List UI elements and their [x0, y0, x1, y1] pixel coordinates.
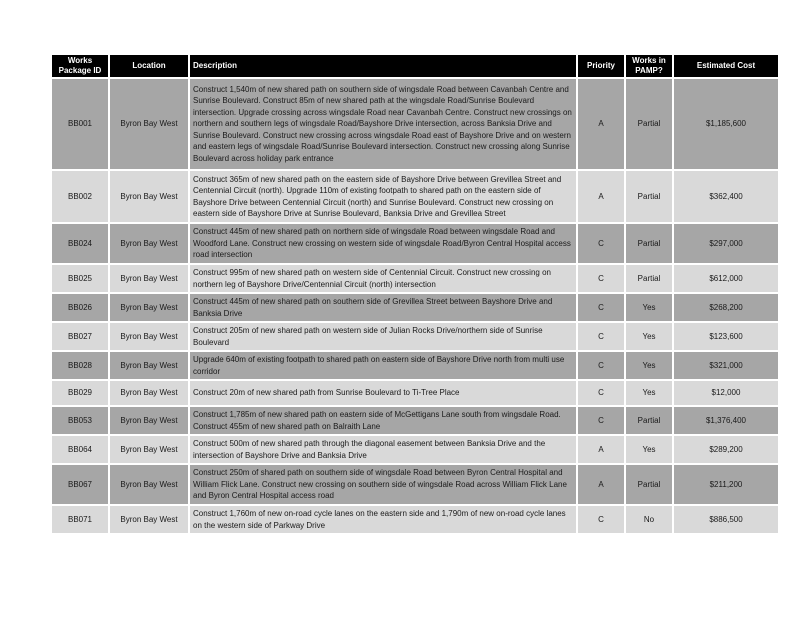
cell-cost: $268,200	[674, 294, 778, 321]
header-estimated-cost: Estimated Cost	[674, 55, 778, 77]
cell-cost: $12,000	[674, 381, 778, 405]
table-row	[52, 506, 778, 533]
cell-cost: $297,000	[674, 224, 778, 263]
cell-description: Upgrade 640m of existing footpath to shared path on eastern side of Bayshore Drive north from multi use corridor	[190, 352, 576, 379]
cell-id: BB053	[52, 407, 108, 434]
header-location: Location	[110, 55, 188, 77]
cell-cost: $123,600	[674, 323, 778, 350]
cell-description: Construct 445m of new shared path on northern side of wingsdale Road between wingsdale Road and Woodford Lane. Construct new crossing on western side of wingsdale Road/Byron Central Hospital access road intersection	[190, 224, 576, 263]
header-works-in-pamp: Works in PAMP?	[626, 55, 672, 77]
cell-description: Construct 1,760m of new on-road cycle lanes on the eastern side and 1,790m of new on-road cycle lanes on the western side of Parkway Drive	[190, 506, 576, 533]
cell-pamp: Partial	[626, 224, 672, 263]
table-row	[52, 294, 778, 321]
cell-id: BB001	[52, 79, 108, 169]
cell-location: Byron Bay West	[110, 323, 188, 350]
cell-pamp: Partial	[626, 265, 672, 292]
cell-location: Byron Bay West	[110, 171, 188, 222]
cell-priority: A	[578, 79, 624, 169]
cell-id: BB026	[52, 294, 108, 321]
cell-priority: A	[578, 436, 624, 463]
cell-cost: $612,000	[674, 265, 778, 292]
cell-id: BB028	[52, 352, 108, 379]
works-package-table	[50, 53, 780, 535]
cell-id: BB071	[52, 506, 108, 533]
cell-pamp: Yes	[626, 352, 672, 379]
cell-pamp: Partial	[626, 465, 672, 504]
cell-priority: A	[578, 171, 624, 222]
cell-id: BB029	[52, 381, 108, 405]
cell-cost: $211,200	[674, 465, 778, 504]
table-row	[52, 323, 778, 350]
cell-priority: C	[578, 265, 624, 292]
cell-description: Construct 445m of new shared path on southern side of Grevillea Street between Bayshore Drive and Banksia Drive	[190, 294, 576, 321]
cell-id: BB025	[52, 265, 108, 292]
cell-location: Byron Bay West	[110, 465, 188, 504]
cell-priority: C	[578, 381, 624, 405]
cell-priority: C	[578, 224, 624, 263]
cell-priority: C	[578, 407, 624, 434]
cell-cost: $362,400	[674, 171, 778, 222]
cell-cost: $321,000	[674, 352, 778, 379]
table-row	[52, 171, 778, 222]
cell-pamp: Partial	[626, 79, 672, 169]
table-row	[52, 352, 778, 379]
cell-pamp: Yes	[626, 294, 672, 321]
cell-location: Byron Bay West	[110, 436, 188, 463]
cell-location: Byron Bay West	[110, 352, 188, 379]
table-row	[52, 407, 778, 434]
table-row	[52, 265, 778, 292]
cell-cost: $886,500	[674, 506, 778, 533]
cell-description: Construct 995m of new shared path on western side of Centennial Circuit. Construct new crossing on northern leg of Bayshore Drive/Centennial Circuit (north) intersection	[190, 265, 576, 292]
cell-priority: C	[578, 294, 624, 321]
cell-pamp: Yes	[626, 436, 672, 463]
cell-cost: $289,200	[674, 436, 778, 463]
cell-id: BB064	[52, 436, 108, 463]
cell-id: BB067	[52, 465, 108, 504]
cell-description: Construct 1,785m of new shared path on eastern side of McGettigans Lane south from wingsdale Road. Construct 455m of new shared path on Balraith Lane	[190, 407, 576, 434]
cell-id: BB002	[52, 171, 108, 222]
cell-cost: $1,185,600	[674, 79, 778, 169]
cell-pamp: Yes	[626, 323, 672, 350]
header-works-package-id: Works Package ID	[52, 55, 108, 77]
cell-location: Byron Bay West	[110, 224, 188, 263]
cell-location: Byron Bay West	[110, 294, 188, 321]
cell-priority: C	[578, 506, 624, 533]
table-row	[52, 465, 778, 504]
cell-location: Byron Bay West	[110, 381, 188, 405]
cell-description: Construct 20m of new shared path from Sunrise Boulevard to Ti-Tree Place	[190, 381, 576, 405]
table-row	[52, 436, 778, 463]
table-row	[52, 224, 778, 263]
cell-priority: A	[578, 465, 624, 504]
header-priority: Priority	[578, 55, 624, 77]
cell-pamp: Yes	[626, 381, 672, 405]
table-row	[52, 381, 778, 405]
cell-pamp: Partial	[626, 171, 672, 222]
cell-priority: C	[578, 323, 624, 350]
table-header-row	[52, 55, 778, 77]
cell-pamp: No	[626, 506, 672, 533]
cell-location: Byron Bay West	[110, 506, 188, 533]
cell-cost: $1,376,400	[674, 407, 778, 434]
cell-pamp: Partial	[626, 407, 672, 434]
cell-description: Construct 1,540m of new shared path on southern side of wingsdale Road between Cavanbah Centre and Sunrise Boulevard. Construct 85m of new shared path at the wingsdale Road/Sunrise Boulevard intersection. Upgrade crossing across wingsdale Road near Cavanbah Centre. Construct new crossings on northern and southern legs of wingsdale Road/Bayshore Drive intersection, across Banksia Drive and Sunrise Boulevard. Construct new crossing across wingsdale Road east of Bayshore Drive and on western and eastern legs of wingsdale Road/Sunrise Boulevard intersection. Construct new crossing along Sunrise Boulevard across holiday park entrance	[190, 79, 576, 169]
cell-description: Construct 250m of shared path on southern side of wingsdale Road between Byron Central Hospital and William Flick Lane. Construct new crossing on southern side of wingsdale Road across William Flick Lane and Byron Central Hospital access road	[190, 465, 576, 504]
cell-description: Construct 365m of new shared path on the eastern side of Bayshore Drive between Grevillea Street and Centennial Circuit (north). Upgrade 110m of existing footpath to shared path on the eastern side of Bayshore Drive between Centennial Circuit (north) and Sunrise Boulevard. Construct new crossing on eastern side of Bayshore Drive at Sunrise Boulevard, Banksia Drive and Grevillea Street	[190, 171, 576, 222]
cell-description: Construct 205m of new shared path on western side of Julian Rocks Drive/northern side of Sunrise Boulevard	[190, 323, 576, 350]
cell-id: BB024	[52, 224, 108, 263]
cell-id: BB027	[52, 323, 108, 350]
cell-location: Byron Bay West	[110, 265, 188, 292]
table-row	[52, 79, 778, 169]
cell-location: Byron Bay West	[110, 407, 188, 434]
cell-priority: C	[578, 352, 624, 379]
cell-location: Byron Bay West	[110, 79, 188, 169]
cell-description: Construct 500m of new shared path through the diagonal easement between Banksia Drive and the intersection of Bayshore Drive and Banksia Drive	[190, 436, 576, 463]
header-description: Description	[190, 55, 576, 77]
